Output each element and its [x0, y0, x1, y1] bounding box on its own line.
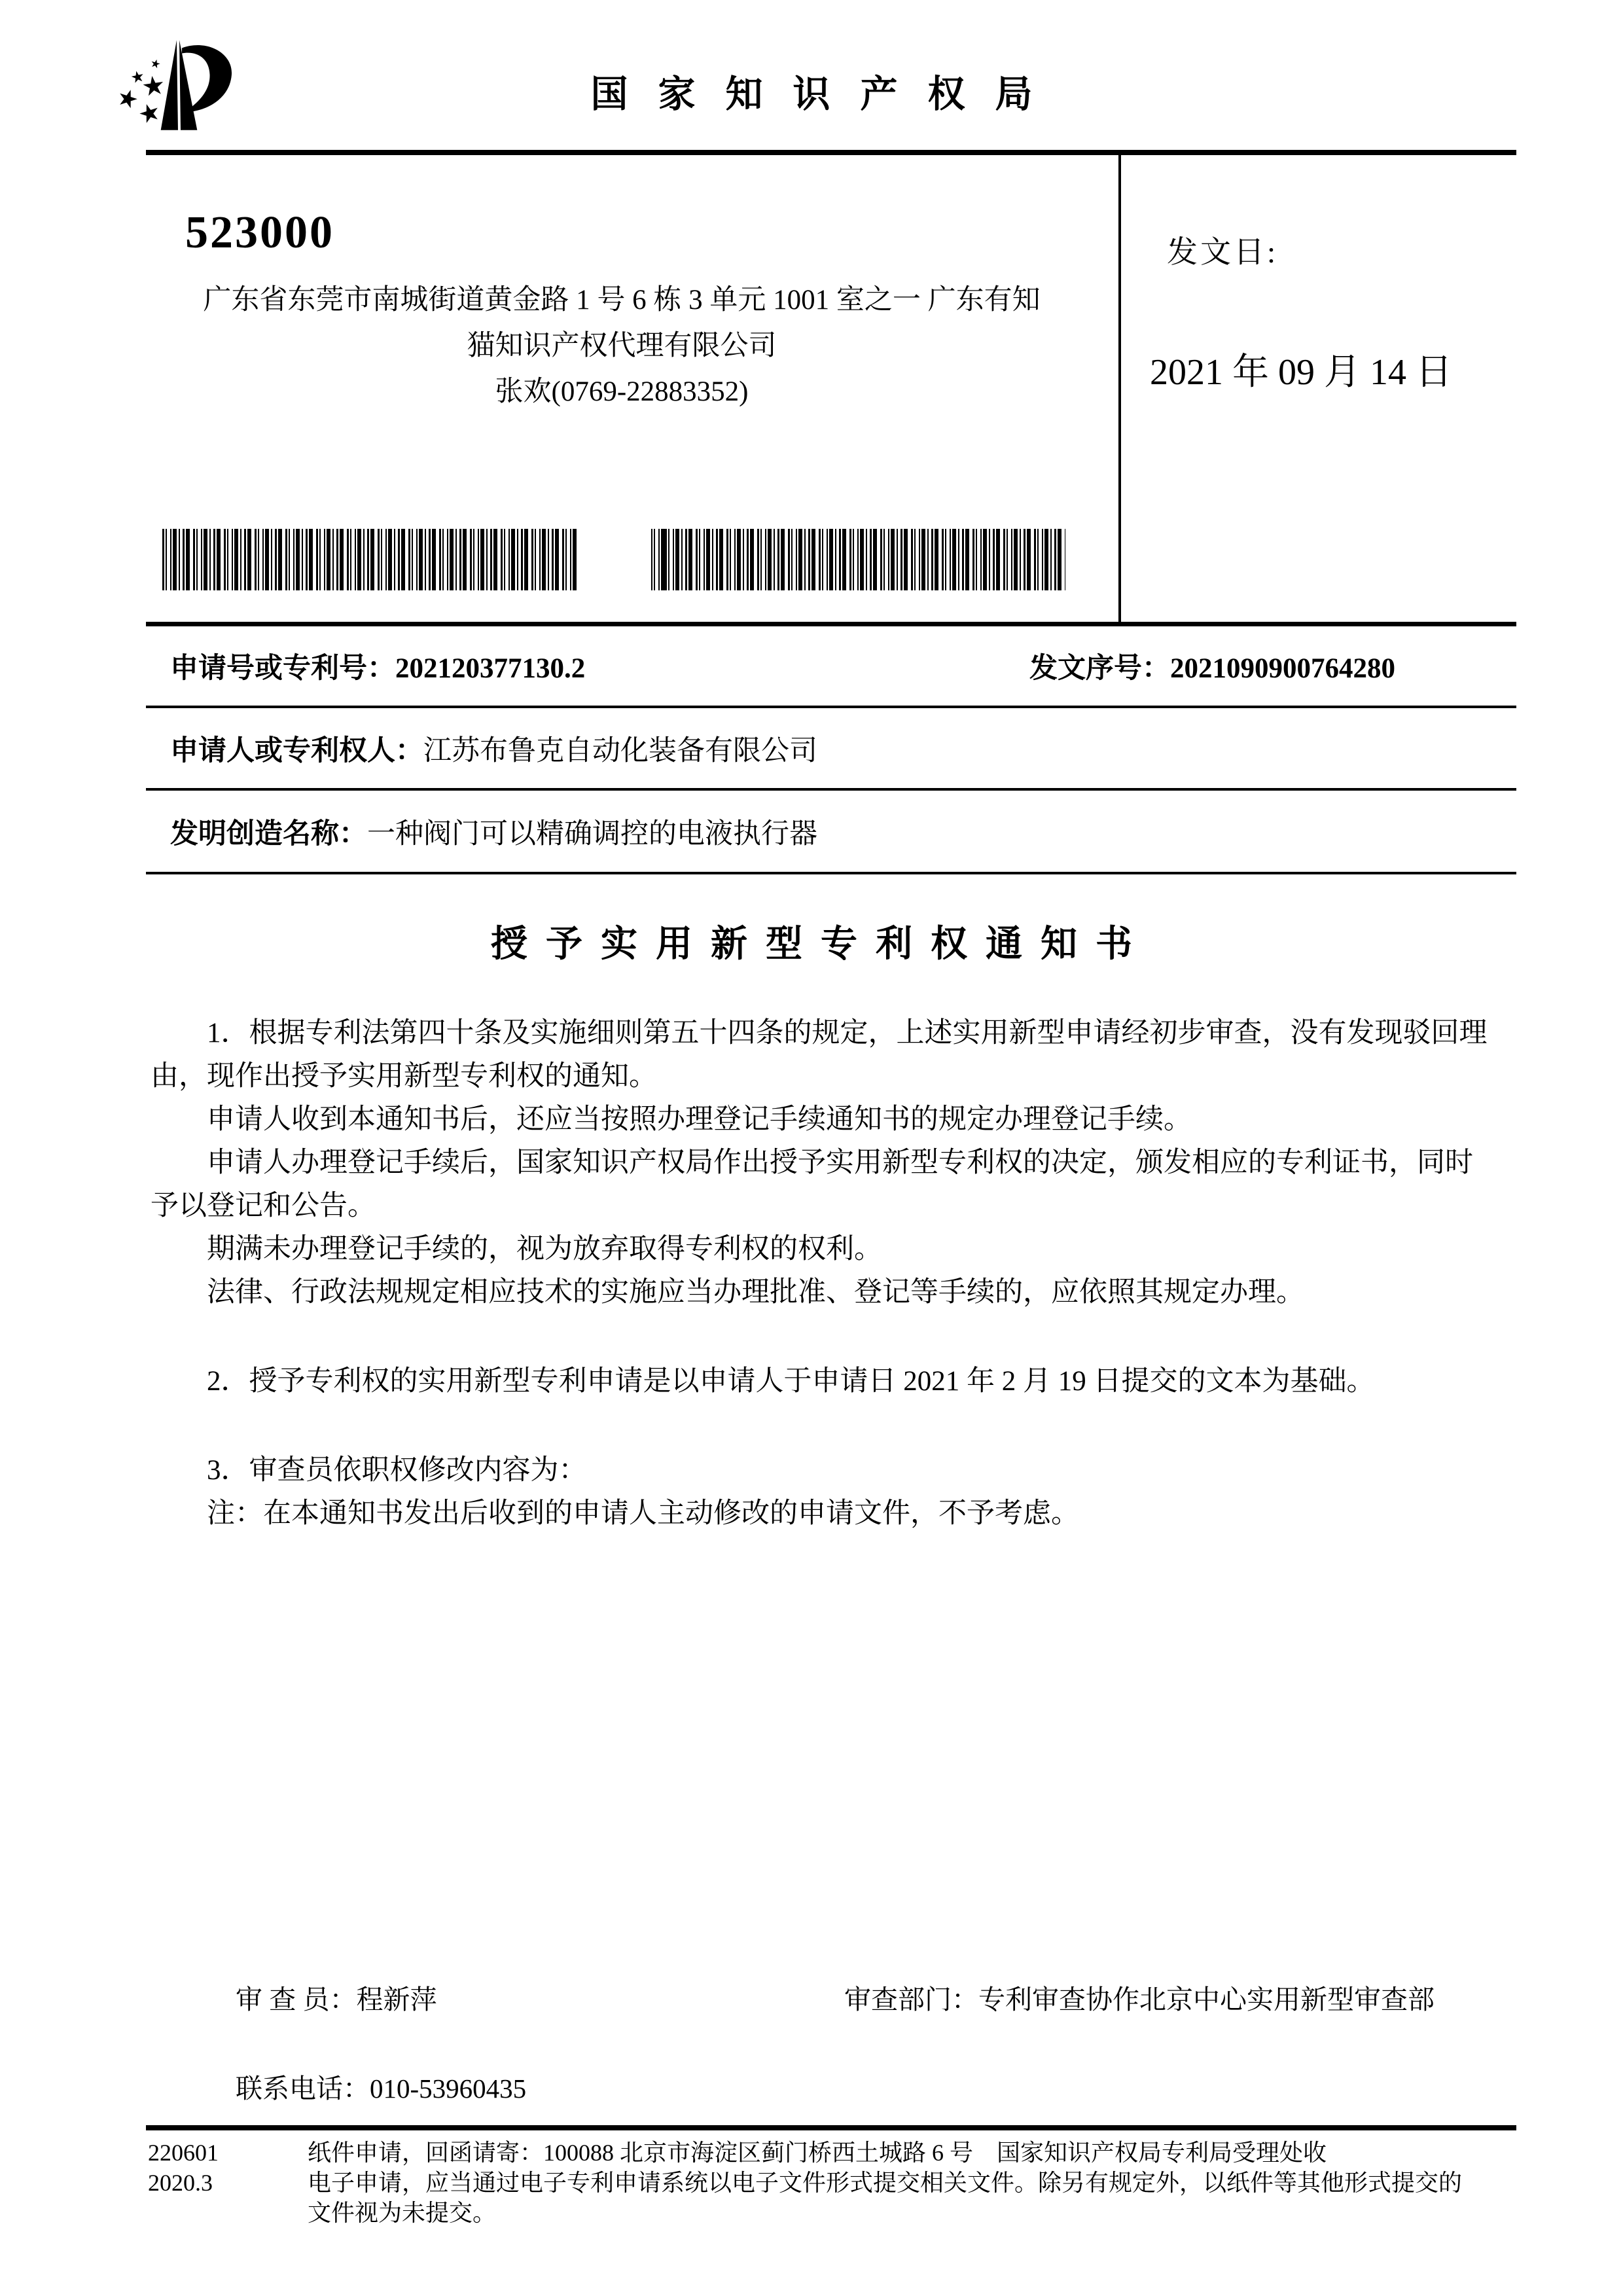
examiner-cell [236, 1978, 437, 2017]
row-separator [146, 872, 1516, 874]
application-number-cell [146, 646, 585, 686]
examiner-name: 程新萍 [356, 1984, 437, 2015]
applicant-value: 江苏布鲁克自动化装备有限公司 [423, 735, 817, 766]
body-line: 予以登记和公告。 [151, 1191, 376, 1221]
postal-code: 523000 [185, 207, 334, 258]
applicant-row [146, 708, 1516, 788]
row-separator [146, 622, 1516, 626]
invention-cell [146, 812, 817, 852]
invention-title-value: 一种阀门可以精确调控的电液执行器 [367, 818, 817, 850]
barcode [162, 529, 577, 590]
form-code: 220601 [148, 2140, 219, 2166]
notice-title: 授予实用新型专利权通知书 [491, 923, 1150, 964]
body-line: 申请人办理登记手续后，国家知识产权局作出授予实用新型专利权的决定，颁发相应的专利证书，同时 [207, 1147, 1473, 1178]
application-number-value: 202120377130.2 [395, 653, 586, 684]
body-line: 2．授予专利权的实用新型专利申请是以申请人于申请日 2021 年 2 月 19 日提交的文本为基础。 [207, 1366, 1375, 1397]
footer-rule [146, 2125, 1516, 2130]
footer-line: 电子申请，应当通过电子专利申请系统以电子文件形式提交相关文件。除另有规定外，以纸件等其他形式提交的 [308, 2170, 1463, 2196]
address-line: 广东省东莞市南城街道黄金路 1 号 6 栋 3 单元 1001 室之一 广东有知 [203, 285, 1041, 315]
department-name: 专利审查协作北京中心实用新型审查部 [978, 1984, 1435, 2015]
form-version: 2020.3 [148, 2170, 213, 2196]
serial-number-value: 2021090900764280 [1170, 653, 1395, 684]
applicant-label: 申请人或专利权人： [170, 735, 423, 766]
header-rule [146, 150, 1516, 155]
department-cell [844, 1978, 1435, 2017]
footer-instructions [308, 2138, 1525, 2228]
body-line: 申请人收到本通知书后，还应当按照办理登记手续通知书的规定办理登记手续。 [207, 1104, 1192, 1135]
body-line: 1．根据专利法第四十条及实施细则第五十四条的规定，上述实用新型申请经初步审查，没有发现驳回理 [207, 1018, 1488, 1049]
agency-title: 国家知识产权局 [590, 73, 1063, 115]
examiner-label: 审 查 员： [236, 1984, 357, 2015]
body-line: 注：在本通知书发出后收到的申请人主动修改的申请文件，不予考虑。 [207, 1498, 1079, 1529]
body-line: 3．审查员依职权修改内容为： [207, 1455, 587, 1486]
footer-line: 文件视为未提交。 [308, 2200, 497, 2226]
address-line: 猫知识产权代理有限公司 [467, 331, 777, 361]
barcode [651, 529, 1065, 590]
invention-title-label: 发明创造名称： [170, 818, 367, 850]
address-line: 张欢(0769-22883352) [495, 376, 749, 407]
application-number-label: 申请号或专利号： [170, 653, 395, 684]
phone-label: 联系电话： [236, 2073, 370, 2104]
invention-row [146, 791, 1516, 872]
serial-number-cell [1029, 646, 1395, 686]
dispatch-date-label: 发文日: [1167, 236, 1279, 270]
dispatch-box-divider [1118, 155, 1121, 624]
body-line: 法律、行政法规规定相应技术的实施应当办理批准、登记等手续的，应依照其规定办理。 [207, 1277, 1304, 1308]
phone-number: 010-53960435 [370, 2073, 527, 2104]
dispatch-date-value: 2021 年 09 月 14 日 [1150, 352, 1452, 393]
mailing-address [164, 278, 1080, 415]
body-line: 期满未办理登记手续的，视为放弃取得专利权的权利。 [207, 1234, 882, 1265]
serial-number-label: 发文序号： [1029, 653, 1170, 684]
application-number-row [146, 626, 1516, 706]
footer-line: 纸件申请，回函请寄：100088 北京市海淀区蓟门桥西土城路 6 号 国家知识产权局专利局受理处收 [308, 2140, 1327, 2166]
contact-phone [236, 2067, 526, 2106]
department-label: 审查部门： [844, 1984, 978, 2015]
form-identifier [148, 2138, 219, 2198]
body-line: 由，现作出授予实用新型专利权的通知。 [151, 1061, 657, 1092]
notice-body [151, 1012, 1488, 1535]
applicant-cell [146, 728, 817, 768]
